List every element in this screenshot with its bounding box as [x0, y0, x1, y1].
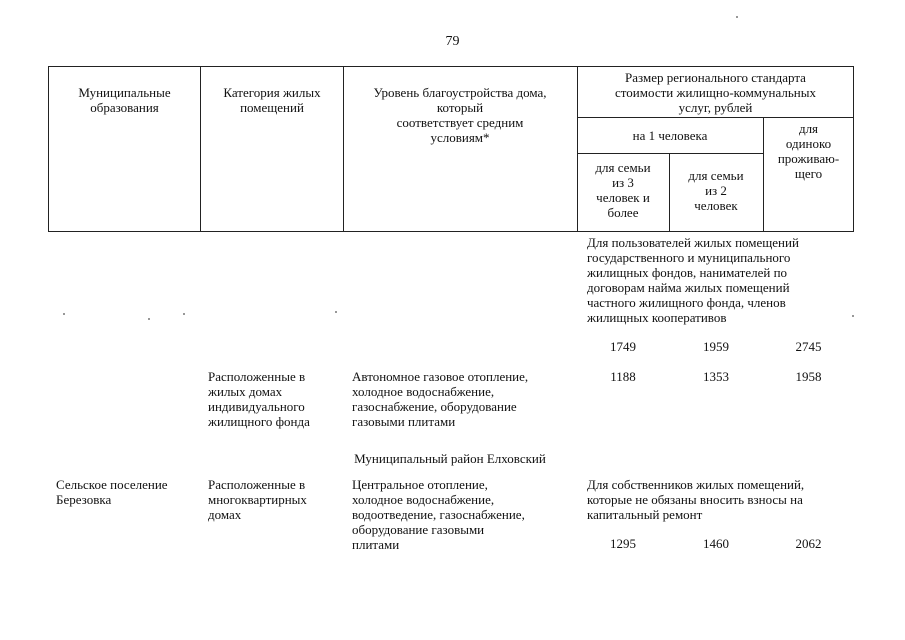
header-single-resident: для одиноко проживаю- щего — [777, 121, 840, 181]
row3-value-family3: 1295 — [610, 536, 636, 551]
scan-speck — [148, 318, 150, 320]
row2-value-single: 1958 — [795, 369, 822, 384]
row2-value-family3: 1188 — [610, 369, 636, 384]
row3-value-single: 2062 — [795, 536, 822, 551]
scan-speck — [335, 311, 337, 313]
row3-category: Расположенные в многоквартирных домах — [208, 477, 307, 522]
row1-value-family3: 1749 — [610, 339, 636, 354]
header-family-3: для семьи из 3 человек и более — [595, 160, 651, 220]
row3-level: Центральное отопление, холодное водоснабжение, водоотведение, газоснабжение, оборудование газовыми плитами — [352, 477, 525, 552]
row3-owners-note: Для собственников жилых помещений, которые не обязаны вносить взносы на капитальный ремонт — [587, 477, 805, 522]
header-municipalities: Муниципальные образования — [78, 85, 171, 115]
scan-speck — [183, 313, 185, 315]
row3-value-family2: 1460 — [703, 536, 729, 551]
row2-level: Автономное газовое отопление, холодное водоснабжение, газоснабжение, оборудование газовыми плитами — [352, 369, 529, 429]
header-level: Уровень благоустройства дома, который соответствует средним условиям* — [373, 85, 547, 145]
grid-family-line — [577, 153, 763, 154]
grid-top-line — [48, 66, 854, 67]
scan-speck — [736, 16, 738, 18]
users-note: Для пользователей жилых помещений государственного и муниципального жилищных фондов, нанимателей по договорам найма жилых помещений частного жилищного фонда, членов жилищных кооперативов — [587, 235, 799, 325]
header-standard-size: Размер регионального стандарта стоимости жилищно-коммунальных услуг, рублей — [615, 70, 816, 115]
header-category: Категория жилых помещений — [223, 85, 321, 115]
header-family-2: для семьи из 2 человек — [688, 168, 744, 213]
row2-category: Расположенные в жилых домах индивидуального жилищного фонда — [208, 369, 310, 429]
row1-value-family2: 1959 — [703, 339, 729, 354]
row1-value-single: 2745 — [795, 339, 822, 354]
row2-value-family2: 1353 — [703, 369, 729, 384]
district-heading: Муниципальный район Елховский — [354, 451, 546, 466]
grid-bottom-line — [48, 231, 854, 232]
scan-speck — [63, 313, 65, 315]
grid-subheader-line — [577, 117, 854, 118]
header-per-person: на 1 человека — [632, 128, 708, 143]
row3-municipality: Сельское поселение Березовка — [56, 477, 168, 507]
scan-speck — [852, 315, 854, 317]
page-number: 79 — [445, 34, 460, 49]
